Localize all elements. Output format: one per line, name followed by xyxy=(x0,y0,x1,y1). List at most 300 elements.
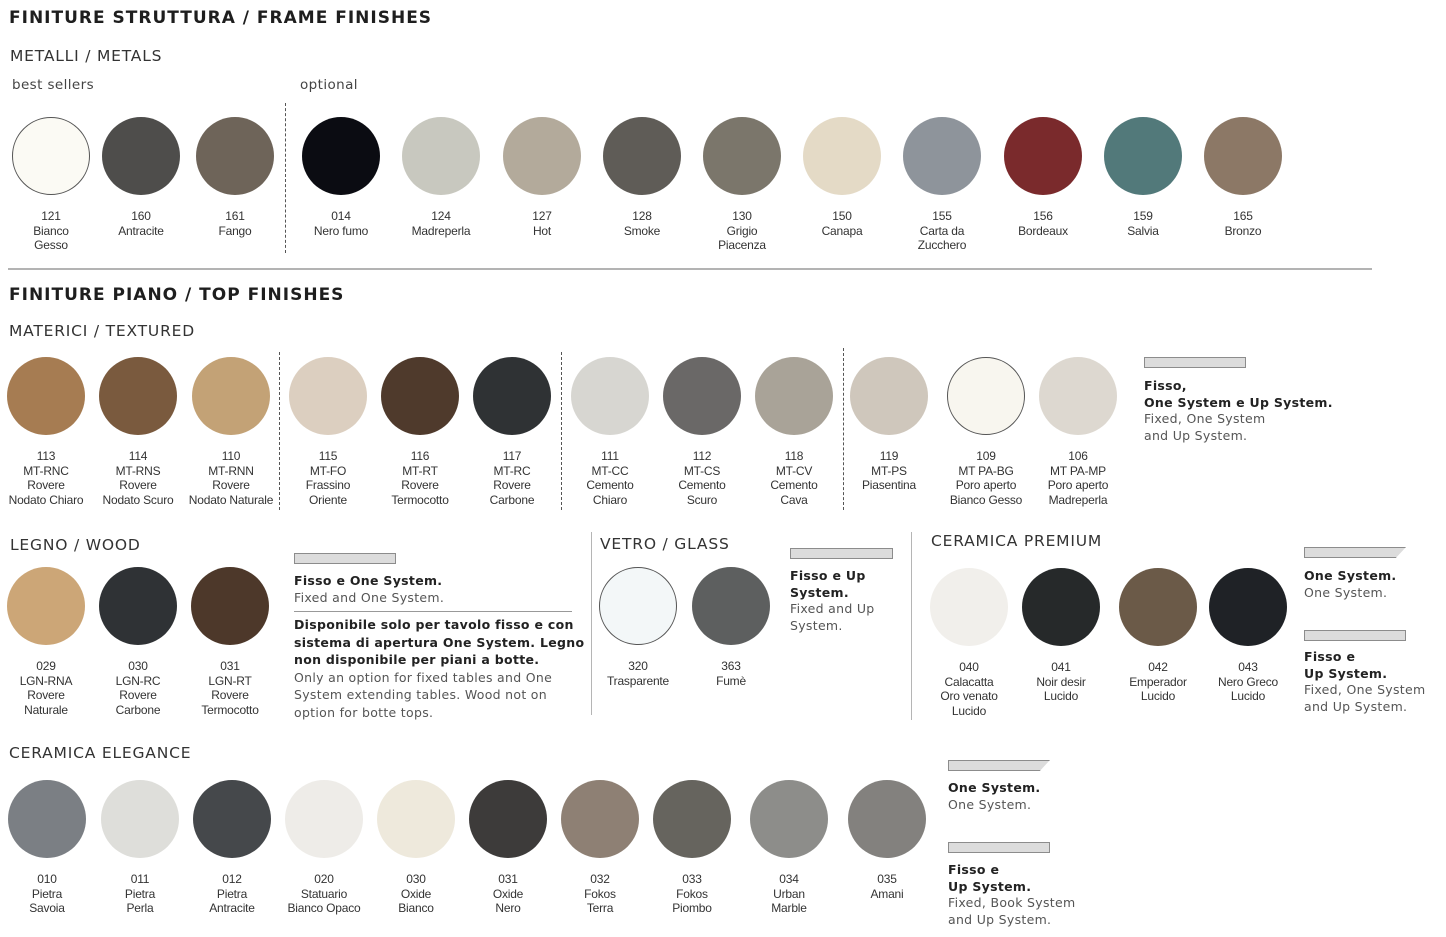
swatch-name-line: Salvia xyxy=(1127,223,1159,238)
swatch-code: 363 xyxy=(721,659,741,673)
textured-heading: MATERICI / TEXTURED xyxy=(9,322,195,340)
swatch-name-line: Carta da xyxy=(919,223,965,238)
finish-swatch xyxy=(276,780,372,916)
section-divider xyxy=(8,268,1372,270)
swatch-name-line: Nero xyxy=(495,901,521,915)
swatch-name-line: Nero fumo xyxy=(313,223,369,238)
swatch-name-line: Cemento xyxy=(770,478,818,492)
premium-note-1 xyxy=(1304,568,1396,601)
swatch-circle xyxy=(192,357,270,435)
finish-swatch xyxy=(746,357,842,507)
swatch-code: 111 xyxy=(601,449,619,463)
swatch-circle xyxy=(503,117,581,195)
swatch-name-line: MT-CC xyxy=(591,463,629,478)
swatch-code: 110 xyxy=(221,449,241,463)
swatch-circle xyxy=(8,780,86,858)
swatch-name-line: Perla xyxy=(126,901,154,915)
finish-swatch xyxy=(368,780,464,916)
wood-info xyxy=(294,616,584,721)
best-sellers-label: best sellers xyxy=(12,77,95,93)
info-line: Only an option for fixed tables and One xyxy=(294,669,553,685)
note-line: Fixed, Book System xyxy=(948,895,1076,910)
swatch-circle xyxy=(1104,117,1182,195)
swatch-label xyxy=(644,872,740,916)
finish-swatch xyxy=(1030,357,1126,507)
swatch-name-line: Oxide xyxy=(492,886,524,901)
swatch-circle xyxy=(663,357,741,435)
swatch-code: 113 xyxy=(36,449,56,463)
swatch-code: 320 xyxy=(628,659,648,673)
swatch-name-line: MT PA-MP xyxy=(1050,463,1106,478)
swatch-label xyxy=(276,872,372,916)
swatch-name-line: Trasparente xyxy=(606,673,670,688)
top-profile-icon xyxy=(294,553,396,564)
swatch-code: 010 xyxy=(37,872,57,886)
swatch-label xyxy=(92,872,188,916)
swatch-code: 012 xyxy=(222,872,242,886)
swatch-name-line: Canapa xyxy=(821,223,863,238)
finish-swatch xyxy=(894,117,990,253)
swatch-code: 121 xyxy=(41,209,61,223)
swatch-circle xyxy=(102,117,180,195)
swatch-circle xyxy=(101,780,179,858)
swatch-circle xyxy=(12,117,90,195)
swatch-circle xyxy=(1209,568,1287,646)
swatch-circle xyxy=(561,780,639,858)
note-bold-line: Fisso e xyxy=(1304,649,1356,664)
swatch-name-line: Madreperla xyxy=(1048,492,1108,507)
swatch-code: 031 xyxy=(220,659,240,673)
swatch-name-line: Termocotto xyxy=(201,702,259,717)
swatch-circle xyxy=(469,780,547,858)
swatch-name-line: Amani xyxy=(870,886,904,901)
swatch-code: 030 xyxy=(406,872,426,886)
swatch-label xyxy=(794,209,890,238)
note-bold-line: Fisso, xyxy=(1144,378,1187,393)
swatch-label xyxy=(0,659,94,717)
swatch-circle xyxy=(1119,568,1197,646)
info-bold-line: Disponibile solo per tavolo fisso e con xyxy=(294,617,574,632)
swatch-name-line: MT-RC xyxy=(493,463,531,478)
swatch-label xyxy=(995,209,1091,238)
swatch-name-line: Piombo xyxy=(672,901,712,915)
swatch-code: 115 xyxy=(318,449,338,463)
metals-heading: METALLI / METALS xyxy=(10,47,163,65)
finish-swatch xyxy=(90,357,186,507)
note-line: System. xyxy=(790,617,843,633)
swatch-label xyxy=(654,449,750,507)
swatch-name-line: Antracite xyxy=(209,901,255,915)
finish-swatch xyxy=(0,567,94,717)
swatch-circle xyxy=(848,780,926,858)
swatch-label xyxy=(594,209,690,238)
finish-swatch xyxy=(0,780,95,916)
swatch-name-line: MT-FO xyxy=(309,463,347,478)
swatch-label xyxy=(1013,660,1109,704)
swatch-name-line: Smoke xyxy=(623,223,661,238)
finish-swatch xyxy=(741,780,837,916)
swatch-name-line: Hot xyxy=(532,223,552,238)
swatch-label xyxy=(839,872,935,901)
swatch-name-line: Rovere xyxy=(211,688,249,702)
bevel-profile-icon xyxy=(1304,547,1406,558)
note-bold-line: One System. xyxy=(1304,568,1397,583)
swatch-name-line: Piasentina xyxy=(861,478,917,492)
swatch-name-line: Cava xyxy=(780,492,808,507)
swatch-code: 118 xyxy=(784,449,804,463)
finish-swatch xyxy=(995,117,1091,238)
finish-swatch xyxy=(90,567,186,717)
finish-swatch xyxy=(0,357,94,507)
swatch-label xyxy=(1195,209,1291,238)
swatch-circle xyxy=(1004,117,1082,195)
swatch-name-line: Naturale xyxy=(24,702,68,717)
swatch-name-line: Cemento xyxy=(586,478,634,492)
swatch-name-line: MT-CS xyxy=(683,463,721,478)
swatch-name-line: Fumè xyxy=(716,673,746,688)
swatch-circle xyxy=(191,567,269,645)
swatch-label xyxy=(938,449,1034,507)
swatch-code: 109 xyxy=(976,449,996,463)
swatch-circle xyxy=(603,117,681,195)
swatch-circle xyxy=(99,567,177,645)
swatch-name-line: Lucido xyxy=(1230,689,1266,703)
swatch-name-line: Oriente xyxy=(309,492,347,507)
swatch-label xyxy=(921,660,1017,718)
note-bold-line: Up System. xyxy=(1304,665,1388,681)
swatch-code: 150 xyxy=(832,209,852,223)
swatch-name-line: Rovere xyxy=(119,688,157,702)
finish-swatch xyxy=(1195,117,1291,238)
swatch-name-line: Scuro xyxy=(686,492,718,507)
note-line: One System. xyxy=(1304,584,1388,600)
info-bold-line: sistema di apertura One System. Legno xyxy=(294,634,585,650)
note-line: Fixed, One System xyxy=(1304,682,1426,697)
swatch-circle xyxy=(703,117,781,195)
finish-swatch xyxy=(93,117,189,238)
swatch-code: 119 xyxy=(879,449,899,463)
finish-swatch xyxy=(184,780,280,916)
swatch-label xyxy=(0,872,95,916)
swatch-code: 161 xyxy=(225,209,245,223)
finish-swatch xyxy=(1200,568,1296,704)
swatch-name-line: LGN-RNA xyxy=(19,673,73,688)
finish-swatch xyxy=(464,357,560,507)
swatch-circle xyxy=(750,780,828,858)
swatch-code: 117 xyxy=(502,449,522,463)
swatch-name-line: Terra xyxy=(586,901,614,915)
swatch-code: 020 xyxy=(314,872,334,886)
swatch-circle xyxy=(7,357,85,435)
swatch-code: 130 xyxy=(732,209,752,223)
swatch-circle xyxy=(803,117,881,195)
swatch-label xyxy=(93,209,189,238)
note-bold-line: Fisso e Up xyxy=(790,568,866,583)
swatch-circle xyxy=(7,567,85,645)
swatch-code: 014 xyxy=(331,209,351,223)
finish-swatch xyxy=(938,357,1034,507)
finish-swatch xyxy=(460,780,556,916)
swatch-name-line: Nodato Chiaro xyxy=(8,492,84,507)
swatch-code: 127 xyxy=(532,209,552,223)
swatch-label xyxy=(0,449,94,507)
swatch-code: 112 xyxy=(692,449,712,463)
swatch-circle xyxy=(1204,117,1282,195)
swatch-name-line: Cemento xyxy=(678,478,726,492)
note-line: and Up System. xyxy=(1304,698,1408,714)
bevel-profile-icon xyxy=(948,760,1050,771)
swatch-label xyxy=(372,449,468,507)
finish-swatch xyxy=(182,567,278,717)
top-profile-icon xyxy=(1304,630,1406,641)
swatch-name-line: Antracite xyxy=(118,223,164,238)
finish-swatch xyxy=(3,117,99,253)
swatch-code: 155 xyxy=(932,209,952,223)
finish-swatch xyxy=(92,780,188,916)
swatch-name-line: Rovere xyxy=(27,478,65,492)
swatch-name-line: Grigio xyxy=(726,223,758,238)
swatch-name-line: Carbone xyxy=(489,492,535,507)
swatch-name-line: Rovere xyxy=(119,478,157,492)
swatch-name-line: MT-RNS xyxy=(115,463,161,478)
swatch-code: 165 xyxy=(1233,209,1253,223)
note-bold-line: Fisso e One System. xyxy=(294,573,443,588)
swatch-circle xyxy=(930,568,1008,646)
swatch-code: 040 xyxy=(959,660,979,674)
swatch-name-line: Calacatta xyxy=(944,674,994,689)
note-bold-line: One System. xyxy=(948,780,1041,795)
swatch-label xyxy=(841,449,937,493)
swatch-name-line: Carbone xyxy=(115,702,161,717)
note-bold-line: Fisso e xyxy=(948,862,1000,877)
swatch-label xyxy=(552,872,648,916)
finish-swatch xyxy=(393,117,489,238)
premium-note-2 xyxy=(1304,649,1425,715)
swatch-label xyxy=(562,449,658,507)
note-line: Fixed and Up xyxy=(790,601,875,616)
swatch-name-line: Bianco Gesso xyxy=(949,492,1023,507)
swatch-code: 041 xyxy=(1051,660,1071,674)
swatch-name-line: Pietra xyxy=(216,886,248,901)
swatch-name-line: Rovere xyxy=(212,478,250,492)
finish-swatch xyxy=(494,117,590,238)
swatch-name-line: LGN-RC xyxy=(115,673,161,688)
wood-note-divider xyxy=(294,611,572,612)
swatch-label xyxy=(1200,660,1296,704)
finish-swatch xyxy=(183,357,279,507)
top-profile-icon xyxy=(948,842,1050,853)
swatch-code: 124 xyxy=(431,209,451,223)
info-bold-line: non disponibile per piani a botte. xyxy=(294,652,540,667)
top-profile-icon xyxy=(790,548,893,559)
note-bold-line: Up System. xyxy=(948,878,1032,894)
swatch-label xyxy=(280,449,376,507)
swatch-name-line: MT-PS xyxy=(871,463,907,478)
swatch-code: 031 xyxy=(498,872,518,886)
swatch-label xyxy=(590,659,686,688)
swatch-code: 011 xyxy=(130,872,150,886)
premium-heading: CERAMICA PREMIUM xyxy=(931,532,1103,550)
swatch-name-line: Rovere xyxy=(401,478,439,492)
swatch-label xyxy=(683,659,779,688)
info-line: System extending tables. Wood not on xyxy=(294,687,547,702)
swatch-name-line: Marble xyxy=(771,901,807,915)
swatch-circle xyxy=(289,357,367,435)
swatch-code: 032 xyxy=(590,872,610,886)
finish-swatch xyxy=(921,568,1017,718)
swatch-name-line: Lucido xyxy=(1140,689,1176,703)
swatch-name-line: MT-RT xyxy=(402,463,438,478)
note-line: and Up System. xyxy=(1144,427,1248,443)
swatch-circle xyxy=(947,357,1025,435)
swatch-code: 043 xyxy=(1238,660,1258,674)
swatch-name-line: Bianco Opaco xyxy=(287,901,361,915)
swatch-circle xyxy=(571,357,649,435)
swatch-name-line: Fango xyxy=(218,223,252,238)
swatch-name-line: Rovere xyxy=(27,688,65,702)
swatch-circle xyxy=(692,567,770,645)
swatch-label xyxy=(393,209,489,238)
wood-note xyxy=(294,573,444,606)
swatch-circle xyxy=(285,780,363,858)
finish-swatch xyxy=(644,780,740,916)
swatch-label xyxy=(90,659,186,717)
swatch-code: 116 xyxy=(410,449,430,463)
note-line: One System. xyxy=(948,796,1032,812)
swatch-circle xyxy=(402,117,480,195)
finish-swatch xyxy=(1095,117,1191,238)
finish-swatch xyxy=(293,117,389,238)
swatch-label xyxy=(90,449,186,507)
note-bold-line: One System e Up System. xyxy=(1144,394,1333,410)
swatch-label xyxy=(368,872,464,916)
finish-swatch xyxy=(562,357,658,507)
swatch-code: 034 xyxy=(779,872,799,886)
swatch-name-line: Pietra xyxy=(124,886,156,901)
swatch-name-line: Nodato Scuro xyxy=(102,492,174,507)
finish-swatch xyxy=(1013,568,1109,704)
swatch-circle xyxy=(599,567,677,645)
glass-heading: VETRO / GLASS xyxy=(600,535,730,553)
finish-swatch xyxy=(683,567,779,688)
finish-swatch xyxy=(694,117,790,253)
swatch-name-line: Bianco xyxy=(33,223,69,238)
swatch-name-line: Gesso xyxy=(34,238,68,252)
swatch-name-line: Oxide xyxy=(400,886,432,901)
swatch-circle xyxy=(755,357,833,435)
swatch-label xyxy=(494,209,590,238)
swatch-label xyxy=(464,449,560,507)
swatch-circle xyxy=(653,780,731,858)
swatch-label xyxy=(3,209,99,253)
swatch-label xyxy=(894,209,990,253)
top-finishes-title: FINITURE PIANO / TOP FINISHES xyxy=(9,285,345,305)
glass-premium-divider xyxy=(911,532,912,720)
finish-swatch xyxy=(280,357,376,507)
elegance-heading: CERAMICA ELEGANCE xyxy=(9,744,192,762)
swatch-name-line: Frassino xyxy=(305,478,351,492)
swatch-code: 042 xyxy=(1148,660,1168,674)
swatch-name-line: Lucido xyxy=(1043,689,1079,703)
swatch-name-line: Poro aperto xyxy=(1047,478,1109,492)
glass-note xyxy=(790,568,875,634)
swatch-code: 030 xyxy=(128,659,148,673)
swatch-name-line: Nodato Naturale xyxy=(188,492,274,507)
swatch-name-line: MT-CV xyxy=(775,463,813,478)
swatch-name-line: Savoia xyxy=(29,901,65,915)
swatch-label xyxy=(182,659,278,717)
swatch-circle xyxy=(302,117,380,195)
swatch-code: 035 xyxy=(877,872,897,886)
swatch-circle xyxy=(850,357,928,435)
note-bold-line: System. xyxy=(790,584,849,600)
swatch-name-line: Bronzo xyxy=(1224,223,1262,238)
finish-swatch xyxy=(654,357,750,507)
finish-swatch xyxy=(1110,568,1206,704)
swatch-code: 159 xyxy=(1133,209,1153,223)
swatch-name-line: Chiaro xyxy=(592,492,628,507)
finish-swatch xyxy=(794,117,890,238)
swatch-name-line: MT-RNC xyxy=(23,463,69,478)
swatch-name-line: Fokos xyxy=(676,886,708,901)
swatch-name-line: Poro aperto xyxy=(955,478,1017,492)
swatch-name-line: Rovere xyxy=(493,478,531,492)
swatch-circle xyxy=(99,357,177,435)
swatch-name-line: Fokos xyxy=(584,886,616,901)
swatch-code: 106 xyxy=(1068,449,1088,463)
swatch-name-line: Piacenza xyxy=(718,238,766,252)
swatch-name-line: Emperador xyxy=(1129,674,1187,689)
swatch-name-line: Termocotto xyxy=(391,492,449,507)
finish-swatch xyxy=(590,567,686,688)
swatch-name-line: Statuario xyxy=(300,886,348,901)
swatch-name-line: Noir desir xyxy=(1036,674,1086,689)
swatch-name-line: Nero Greco xyxy=(1217,674,1279,689)
finish-swatch xyxy=(594,117,690,238)
swatch-code: 033 xyxy=(682,872,702,886)
swatch-name-line: Pietra xyxy=(31,886,63,901)
note-line: Fixed and One System. xyxy=(294,589,445,605)
wood-heading: LEGNO / WOOD xyxy=(10,536,141,554)
swatch-label xyxy=(741,872,837,916)
swatch-code: 029 xyxy=(36,659,56,673)
swatch-label xyxy=(293,209,389,238)
swatch-circle xyxy=(193,780,271,858)
elegance-note-1 xyxy=(948,780,1040,813)
swatch-label xyxy=(187,209,283,238)
swatch-name-line: Oro venato xyxy=(940,689,998,703)
swatch-code: 156 xyxy=(1033,209,1053,223)
swatch-name-line: MT-RNN xyxy=(208,463,254,478)
swatch-code: 160 xyxy=(131,209,151,223)
finish-swatch xyxy=(187,117,283,238)
note-line: and Up System. xyxy=(948,911,1052,927)
note-line: Fixed, One System xyxy=(1144,411,1266,426)
swatch-code: 114 xyxy=(128,449,148,463)
info-line: option for botte tops. xyxy=(294,704,434,720)
swatch-name-line: Urban xyxy=(773,886,805,901)
finish-swatch xyxy=(372,357,468,507)
best-optional-divider xyxy=(285,103,286,253)
swatch-label xyxy=(746,449,842,507)
optional-label: optional xyxy=(300,77,358,93)
swatch-circle xyxy=(903,117,981,195)
textured-note xyxy=(1144,378,1333,444)
swatch-label xyxy=(460,872,556,916)
swatch-name-line: Lucido xyxy=(951,703,987,718)
finish-swatch xyxy=(552,780,648,916)
swatch-name-line: Zucchero xyxy=(917,238,967,252)
